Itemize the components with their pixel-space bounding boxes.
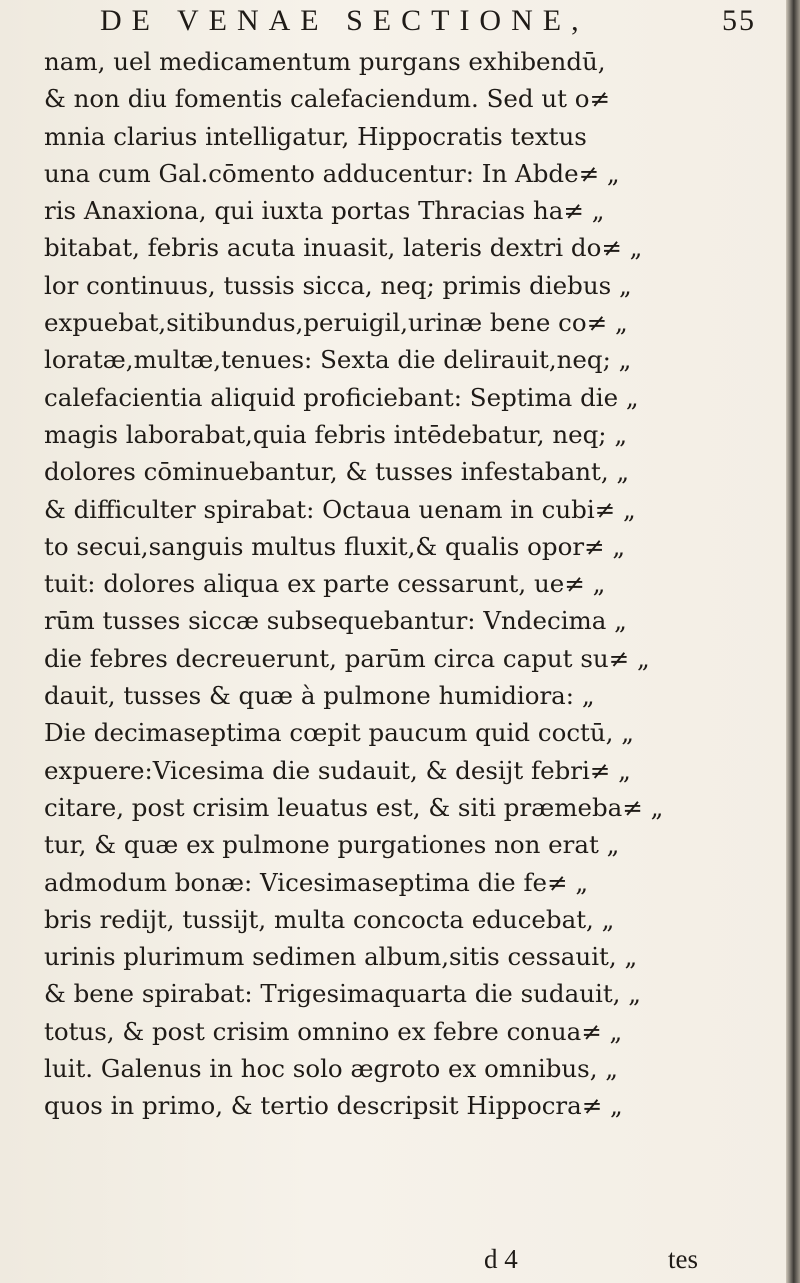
running-head: DE VENAE SECTIONE, <box>100 4 589 37</box>
page-footer <box>0 1244 780 1280</box>
text-line: lor continuus, tussis sicca, neq; primis diebus „ <box>44 270 632 300</box>
text-line: admodum bonæ: Vicesimaseptima die fe≠ „ <box>44 867 589 897</box>
text-line: citare, post crisim leuatus est, & siti præmeba≠ „ <box>44 792 664 822</box>
body-text <box>44 43 779 1125</box>
text-line: quos in primo, & tertio descripsit Hippocra≠ „ <box>44 1091 623 1121</box>
text-line: & bene spirabat: Trigesimaquarta die sudauit, „ <box>44 979 641 1009</box>
text-line: loratæ,multæ,tenues: Sexta die delirauit,neq; „ <box>44 345 632 375</box>
signature-mark: d 4 <box>484 1244 518 1274</box>
text-line: urinis plurimum sedimen album,sitis cessauit, „ <box>44 942 638 972</box>
text-line: rūm tusses siccæ subsequebantur: Vndecima „ <box>44 606 627 636</box>
text-line: magis laborabat,quia febris intēdebatur, neq; „ <box>44 419 628 449</box>
text-line: calefacientia aliquid proficiebant: Septima die „ <box>44 382 639 412</box>
text-line: ris Anaxiona, qui iuxta portas Thracias ha≠ „ <box>44 196 605 226</box>
text-line: dolores cōminuebantur, & tusses infestabant, „ <box>44 457 630 487</box>
text-line: expuebat,sitibundus,peruigil,urinæ bene co≠ „ <box>44 308 628 338</box>
text-line: die febres decreuerunt, parūm circa caput su≠ „ <box>44 643 650 673</box>
text-line: totus, & post crisim omnino ex febre conua≠ „ <box>44 1016 623 1046</box>
text-line: bris redijt, tussijt, multa concocta educebat, „ <box>44 904 615 934</box>
text-line: una cum Gal.cōmento adducentur: In Abde≠ „ <box>44 158 620 188</box>
text-line: luit. Galenus in hoc solo ægroto ex omnibus, „ <box>44 1054 619 1084</box>
text-line: Die decimaseptima cœpit paucum quid coctū, „ <box>44 718 634 748</box>
page-number: 55 <box>722 4 756 37</box>
book-gutter <box>786 0 800 1283</box>
text-line: tuit: dolores aliqua ex parte cessarunt, ue≠ „ <box>44 569 606 599</box>
text-line: & non diu fomentis calefaciendum. Sed ut o≠ <box>44 84 611 114</box>
text-line: expuere:Vicesima die sudauit, & desijt febri≠ „ <box>44 755 631 785</box>
text-line: to secui,sanguis multus fluxit,& qualis opor≠ „ <box>44 531 626 561</box>
text-line: mnia clarius intelligatur, Hippocratis textus <box>44 121 587 151</box>
catchword: tes <box>668 1244 698 1274</box>
text-line: & difficulter spirabat: Octaua uenam in cubi≠ „ <box>44 494 636 524</box>
text-line: nam, uel medicamentum purgans exhibendū, <box>44 47 606 76</box>
text-line: tur, & quæ ex pulmone purgationes non erat „ <box>44 830 620 860</box>
text-line: dauit, tusses & quæ à pulmone humidiora: „ <box>44 681 595 711</box>
page-header <box>100 4 760 44</box>
text-line: bitabat, febris acuta inuasit, lateris dextri do≠ „ <box>44 233 643 263</box>
